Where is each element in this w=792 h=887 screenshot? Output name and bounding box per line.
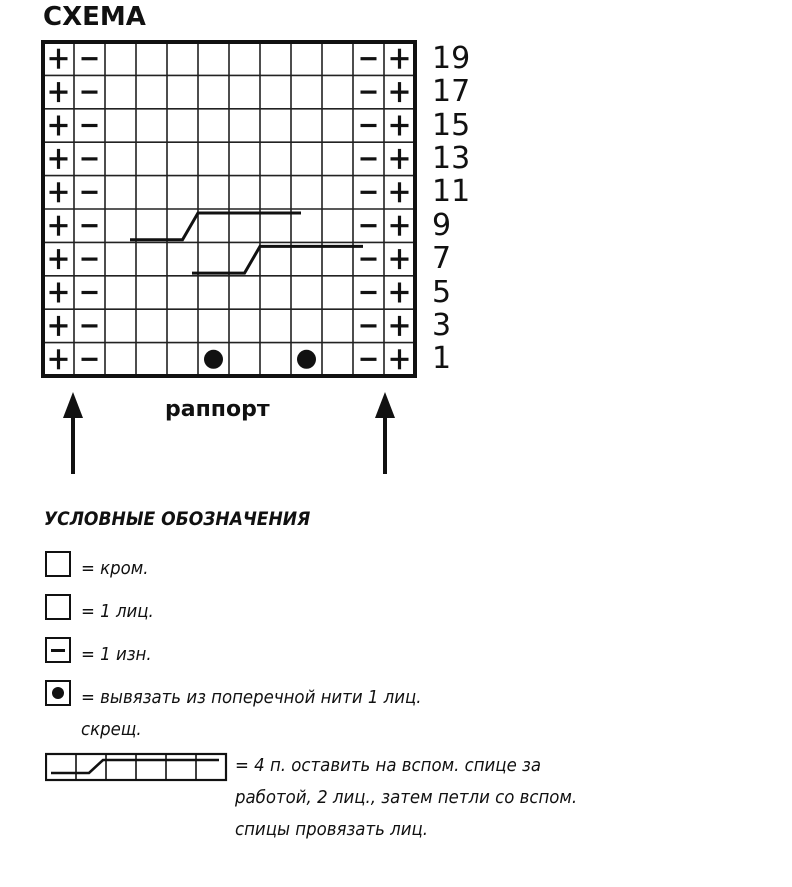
legend-item-text: = вывязать из поперечной нити 1 лиц. скрещ. <box>81 687 422 740</box>
dot-icon <box>297 350 316 369</box>
row-number: 19 <box>432 40 471 76</box>
legend-item-text: = 1 лиц. <box>81 601 154 622</box>
cable-line <box>130 213 301 240</box>
legend-item-text: = 4 п. оставить на вспом. спице за работой, 2 лиц., затем петли со вспом. спицы провязать лиц. <box>235 755 578 840</box>
row-number: 15 <box>432 107 471 143</box>
row-number: 17 <box>432 74 471 110</box>
legend-item-text: = кром. <box>81 558 149 579</box>
row-number: 13 <box>432 140 471 176</box>
cable-symbol-icon <box>45 752 230 782</box>
legend-title: УСЛОВНЫЕ ОБОЗНАЧЕНИЯ <box>44 508 311 530</box>
row-number: 9 <box>432 207 452 243</box>
row-number: 5 <box>432 274 452 310</box>
rapport-end-arrow-icon <box>375 392 395 474</box>
empty-cell-icon <box>45 551 71 577</box>
knitting-chart <box>0 0 792 390</box>
cable-line <box>192 246 363 273</box>
dot-icon <box>204 350 223 369</box>
empty-cell-icon <box>45 594 71 620</box>
chart-title: СХЕМА <box>43 2 146 32</box>
rapport-start-arrow-icon <box>63 392 83 474</box>
minus-cell-icon <box>45 637 71 663</box>
rapport-label: раппорт <box>165 397 270 422</box>
row-number: 7 <box>432 241 452 277</box>
row-number: 3 <box>432 307 452 343</box>
row-number: 1 <box>432 341 452 377</box>
row-number: 11 <box>432 174 471 210</box>
legend-item-text: = 1 изн. <box>81 644 152 665</box>
dot-cell-icon <box>45 680 71 706</box>
